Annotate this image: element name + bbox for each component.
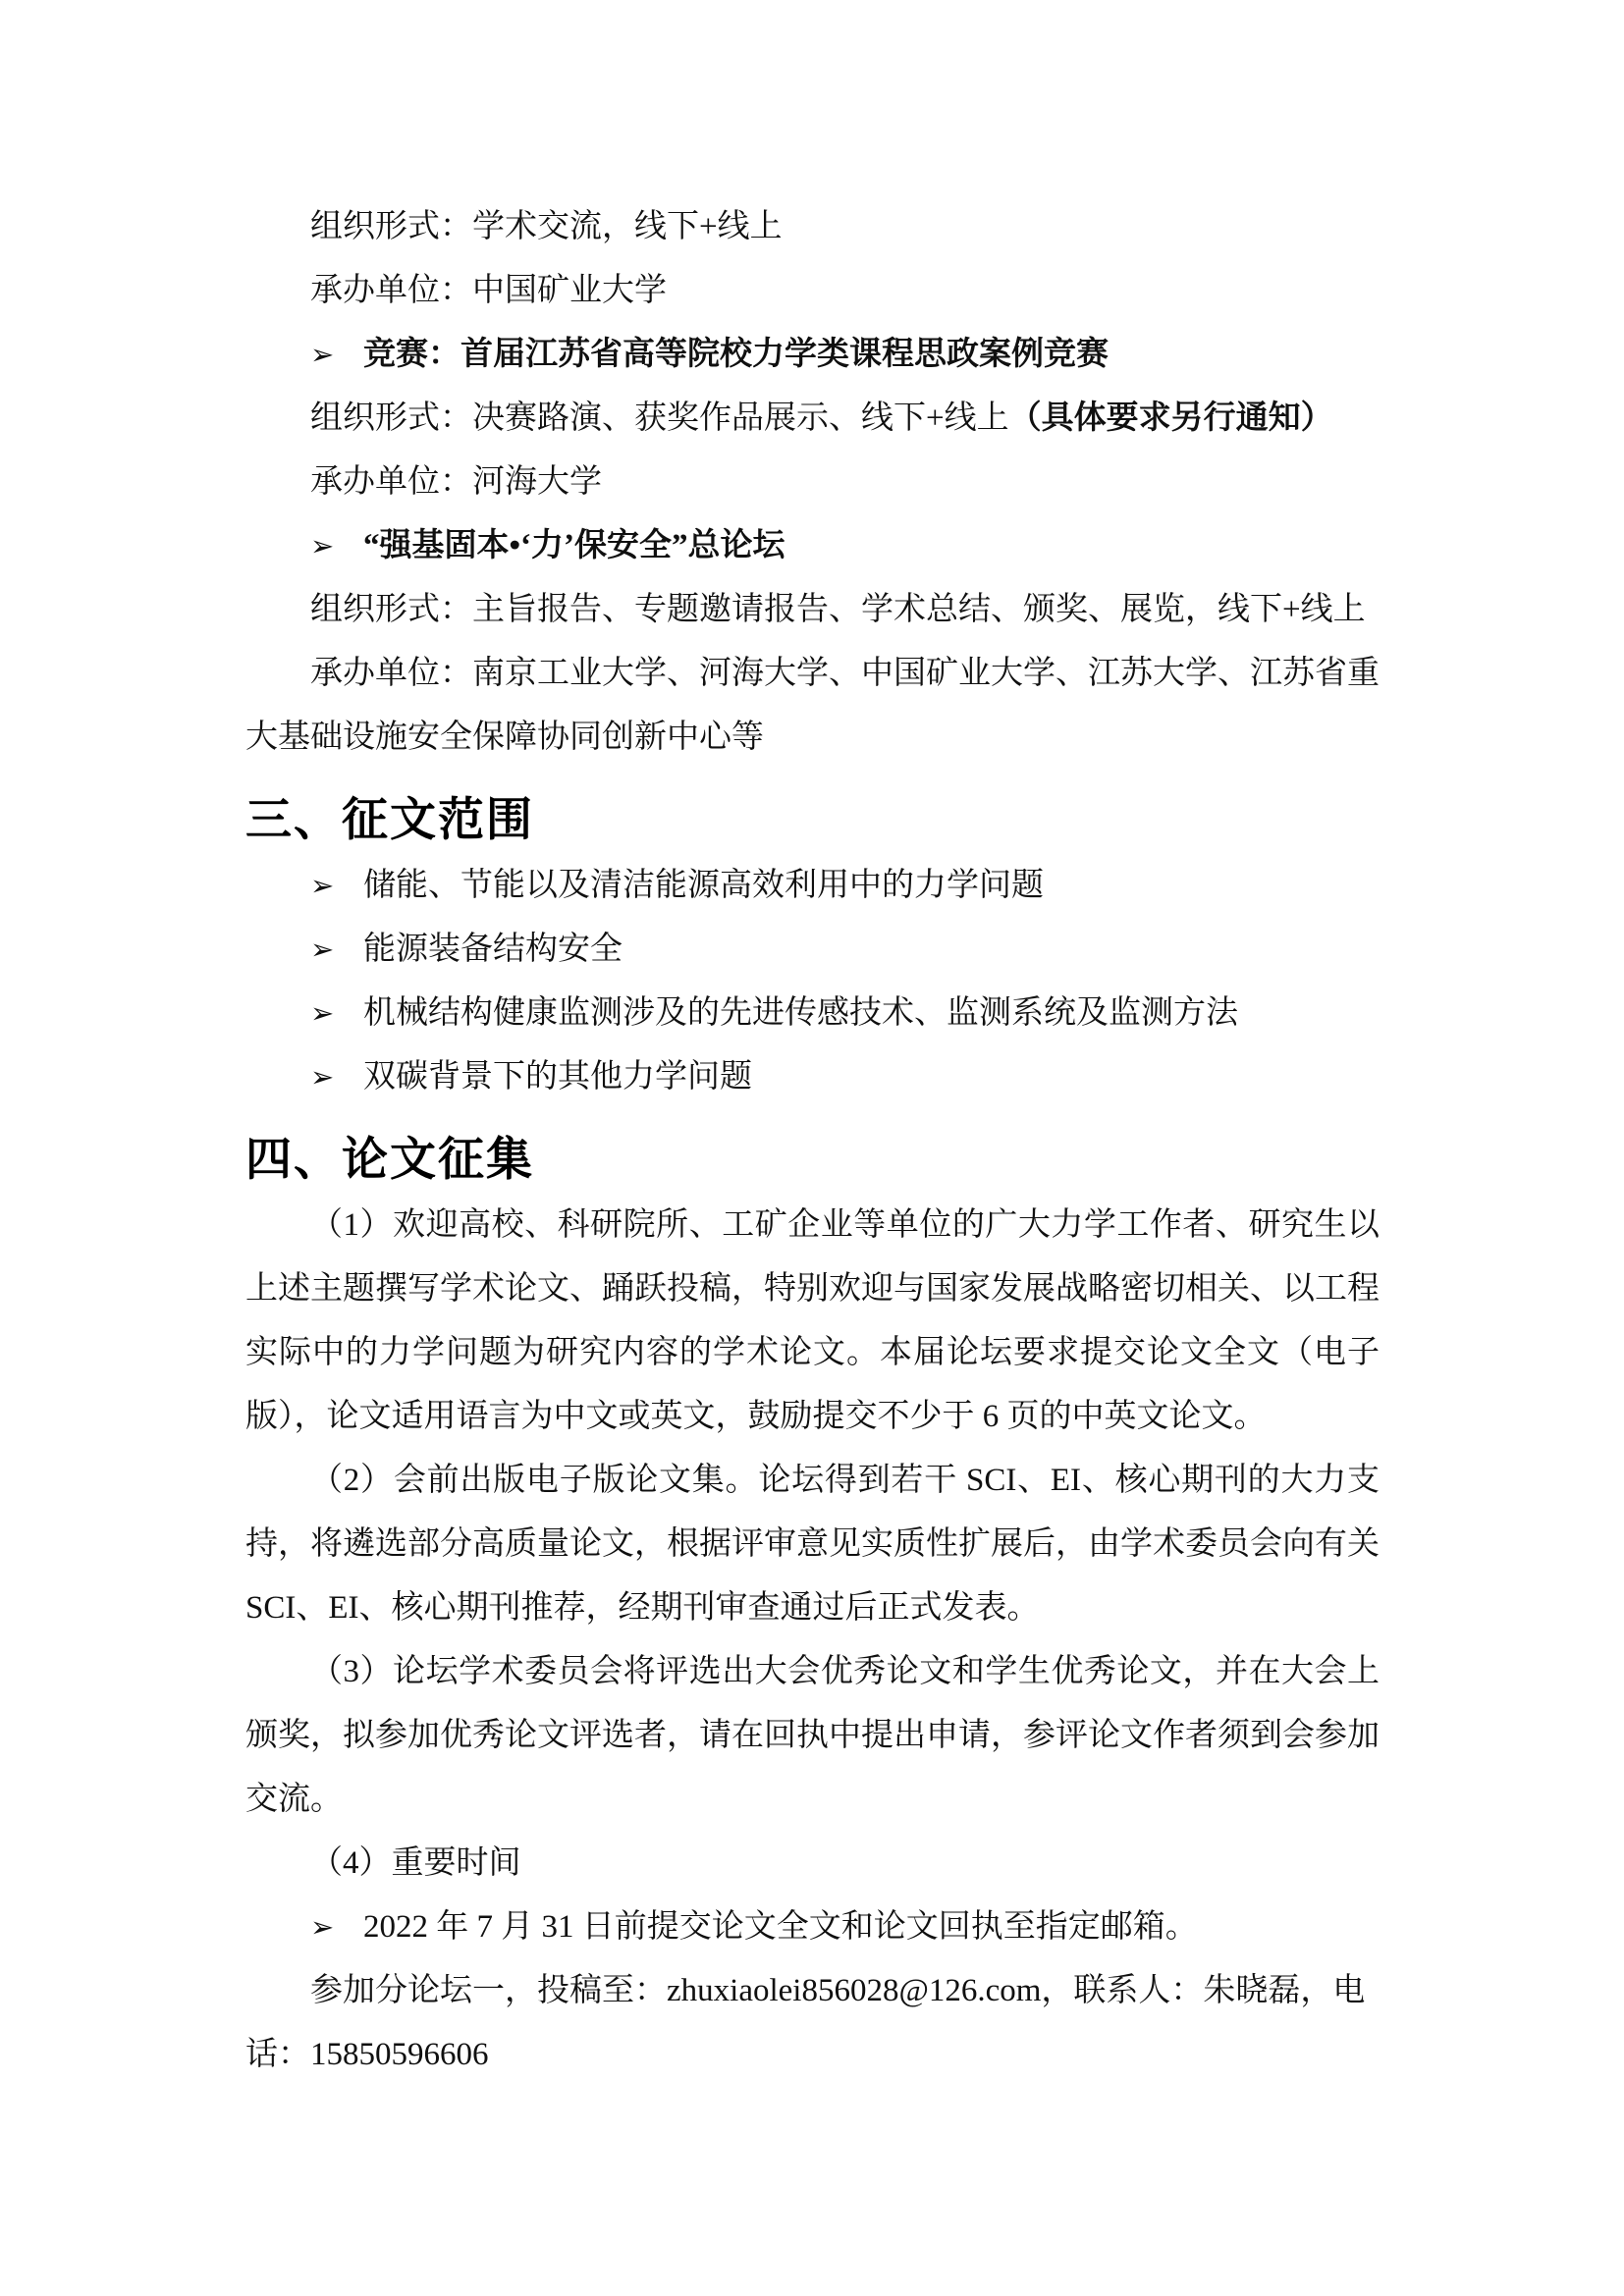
arrow-bullet-icon: ➢ bbox=[310, 338, 335, 371]
bullet-text: “强基固本•‘力’保安全”总论坛 bbox=[363, 528, 785, 563]
paragraph: （2）会前出版电子版论文集。论坛得到若干 SCI、EI、核心期刊的大力支持，将遴选部分高质量论文，根据评审意见实质性扩展后，由学术委员会向有关 SCI、EI、核心期刊推荐，经期刊审查通过后正式发表。 bbox=[245, 1463, 1380, 1626]
paragraph: 承办单位：南京工业大学、河海大学、中国矿业大学、江苏大学、江苏省重大基础设施安全保障协同创新中心等 bbox=[245, 656, 1380, 755]
paragraph: 承办单位：河海大学 bbox=[310, 464, 602, 500]
bullet-item bbox=[245, 854, 1380, 918]
bullet-text: 2022 年 7 月 31 日前提交论文全文和论文回执至指定邮箱。 bbox=[363, 1909, 1198, 1945]
bullet-item bbox=[245, 1045, 1380, 1109]
bullet-item bbox=[245, 982, 1380, 1045]
paragraph: 组织形式：主旨报告、专题邀请报告、学术总结、颁奖、展览，线下+线上 bbox=[310, 592, 1366, 627]
arrow-bullet-icon: ➢ bbox=[310, 1060, 335, 1094]
bullet-text: 能源装备结构安全 bbox=[363, 932, 623, 967]
arrow-bullet-icon: ➢ bbox=[310, 933, 335, 966]
bullet-item bbox=[245, 323, 1380, 387]
arrow-bullet-icon: ➢ bbox=[310, 529, 335, 562]
paragraph-segment: 组织形式：决赛路演、获奖作品展示、线下+线上 bbox=[310, 400, 1009, 436]
document-content bbox=[245, 195, 1380, 2087]
paragraph: （1）欢迎高校、科研院所、工矿企业等单位的广大力学工作者、研究生以上述主题撰写学术论文、踊跃投稿，特别欢迎与国家发展战略密切相关、以工程实际中的力学问题为研究内容的学术论文。本届论坛要求提交论文全文（电子版），论文适用语言为中文或英文，鼓励提交不少于 6 页的中英文论文。 bbox=[245, 1207, 1380, 1434]
paragraph-segment-bold: （具体要求另行通知） bbox=[1008, 400, 1333, 436]
paragraph: （3）论坛学术委员会将评选出大会优秀论文和学生优秀论文，并在大会上颁奖，拟参加优秀论文评选者，请在回执中提出申请，参评论文作者须到会参加交流。 bbox=[245, 1654, 1380, 1817]
bullet-text: 双碳背景下的其他力学问题 bbox=[363, 1059, 752, 1095]
section-heading: 四、论文征集 bbox=[245, 1133, 534, 1185]
paragraph: （4）重要时间 bbox=[310, 1845, 521, 1881]
paragraph: 承办单位：中国矿业大学 bbox=[310, 273, 667, 308]
paragraph: 参加分论坛一，投稿至：zhuxiaolei856028@126.com，联系人：朱晓磊，电话：15850596606 bbox=[245, 1973, 1366, 2072]
bullet-text: 竞赛：首届江苏省高等院校力学类课程思政案例竞赛 bbox=[363, 337, 1109, 372]
paragraph bbox=[245, 387, 1380, 451]
section-heading: 三、征文范围 bbox=[245, 793, 534, 845]
bullet-text: 储能、节能以及清洁能源高效利用中的力学问题 bbox=[363, 868, 1044, 903]
arrow-bullet-icon: ➢ bbox=[310, 996, 335, 1030]
paragraph: 组织形式：学术交流，线下+线上 bbox=[310, 209, 783, 244]
bullet-item bbox=[245, 514, 1380, 578]
bullet-text: 机械结构健康监测涉及的先进传感技术、监测系统及监测方法 bbox=[363, 995, 1238, 1031]
arrow-bullet-icon: ➢ bbox=[310, 1910, 335, 1944]
bullet-item bbox=[245, 1896, 1380, 1959]
arrow-bullet-icon: ➢ bbox=[310, 869, 335, 902]
bullet-item bbox=[245, 918, 1380, 982]
